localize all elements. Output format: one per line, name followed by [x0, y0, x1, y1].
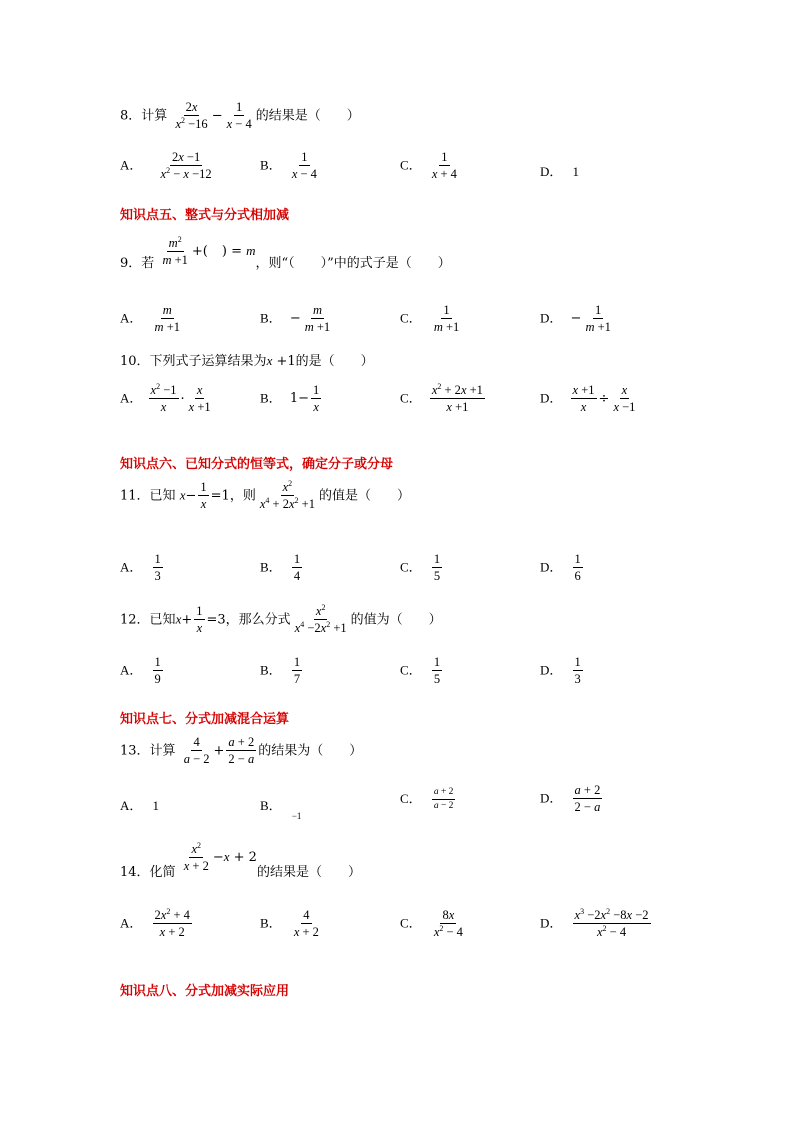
- math-fraction: $\frac{1}{3}$: [154, 552, 161, 584]
- math-fraction: $\frac{x}{x +1}$: [188, 383, 211, 415]
- math-fraction: $\frac{2x -1}{x^2 - x -12}$: [160, 150, 212, 182]
- option-d: D． $\frac{a + 2}{2 - a}$: [540, 783, 601, 815]
- option-d: D． − $\frac{1}{m +1}$: [540, 303, 611, 335]
- question-suffix: 的结果是（ ）: [255, 108, 360, 124]
- math-fraction: $\frac{1}{x - 4}$: [291, 150, 317, 182]
- option-b: B． $\frac{1}{7}$: [260, 655, 301, 687]
- math-fraction: $\frac{2x^2 + 4}{x + 2}$: [154, 906, 190, 940]
- option-c: C． $\frac{1}{5}$: [400, 655, 441, 687]
- option-a: A． $\frac{m}{m +1}$: [120, 303, 180, 335]
- math-fraction: $\frac{1}{7}$: [293, 655, 301, 687]
- option-c: C． $\frac{1}{m +1}$: [400, 303, 460, 335]
- option-b: B． 1− $\frac{1}{x}$: [260, 383, 320, 415]
- math-fraction: $\frac{1}{5}$: [433, 655, 441, 687]
- question-8: 8．计算 $\frac{2x}{x^2 -16}$ − $\frac{1}{x - 4}$ 的结果是（ ）: [120, 100, 360, 132]
- math-fraction: $\frac{1}{m +1}$: [433, 303, 460, 335]
- option-a: A． $\frac{2x^2 + 4}{x + 2}$: [120, 906, 190, 940]
- option-c: C． $\frac{8x}{x^2 - 4}$: [400, 908, 463, 940]
- question-9: 9．若 $\frac{m^2}{m +1}$ +( ) = m，则“（ ）”中的式子是（ ）: [120, 234, 451, 271]
- option-c: C． $\frac{1}{5}$: [400, 552, 441, 584]
- question-prefix: 计算: [141, 108, 168, 124]
- section-heading-7: 知识点七、分式加减混合运算: [120, 712, 290, 727]
- option-a: A． $\frac{2x -1}{x^2 - x -12}$: [120, 150, 212, 182]
- math-fraction: $\frac{1}{5}$: [433, 552, 441, 584]
- math-fraction: $\frac{x^2}{x + 2}$: [183, 840, 209, 873]
- option-b: B． $_{-1}$: [260, 798, 302, 821]
- option-a: A． $\frac{1}{3}$: [120, 552, 161, 584]
- math-fraction: $\frac{1}{9}$: [154, 655, 161, 687]
- math-fraction: $\frac{x^2 -1}{x}$: [150, 381, 177, 415]
- option-c: C． $\frac{x^2 + 2x +1}{x +1}$: [400, 381, 483, 415]
- math-fraction: $\frac{m^2}{m +1}$: [162, 234, 188, 267]
- question-13: 13．计算 $\frac{4}{a - 2}$ + $\frac{a + 2}{2 - a}$ 的结果为（ ）: [120, 735, 363, 767]
- math-fraction: $\frac{x^2}{x^4 + 2x^2 +1}$: [259, 478, 315, 512]
- option-c: C． $\frac{1}{x + 4}$: [400, 150, 457, 182]
- math-fraction: $\frac{1}{m +1}$: [585, 303, 611, 335]
- option-b: B． − $\frac{m}{m +1}$: [260, 303, 331, 335]
- math-fraction: $\frac{a + 2}{2 - a}$: [574, 783, 601, 815]
- math-fraction: $\frac{x}{x -1}$: [613, 383, 636, 415]
- section-heading-8: 知识点八、分式加减实际应用: [120, 984, 290, 999]
- math-fraction: $\frac{1}{4}$: [293, 552, 301, 584]
- math-fraction: $\frac{a + 2}{2 - a}$: [228, 735, 255, 767]
- option-d: D． $\frac{1}{6}$: [540, 552, 581, 584]
- section-heading-5: 知识点五、整式与分式相加减: [120, 208, 290, 223]
- section-heading-6: 知识点六、已知分式的恒等式，确定分子或分母: [120, 457, 394, 472]
- option-d: D． 1: [540, 164, 580, 179]
- math-fraction: $\frac{1}{3}$: [574, 655, 581, 687]
- option-d: D． $\frac{x^3 -2x^2 -8x -2}{x^2 - 4}$: [540, 906, 649, 940]
- math-fraction: $\frac{4}{a - 2}$: [183, 735, 210, 767]
- math-fraction: $\frac{1}{x}$: [200, 480, 207, 512]
- question-10: 10．下列式子运算结果为x +1的是（ ）: [120, 353, 374, 369]
- math-fraction: $\frac{1}{x}$: [312, 383, 320, 415]
- option-a: A． $\frac{1}{9}$: [120, 655, 161, 687]
- math-fraction: $\frac{m}{m +1}$: [304, 303, 331, 335]
- option-b: B． $\frac{1}{4}$: [260, 552, 301, 584]
- option-a: A． $\frac{x^2 -1}{x}$ · $\frac{x}{x +1}$: [120, 381, 211, 415]
- math-fraction: $\frac{x^2}{x^4 -2x^2 +1}$: [294, 602, 347, 636]
- option-b: B． $\frac{4}{x + 2}$: [260, 908, 319, 940]
- option-d: D． $\frac{1}{3}$: [540, 655, 581, 687]
- math-fraction: $\frac{m}{m +1}$: [154, 303, 180, 335]
- question-number: 8．: [120, 108, 142, 124]
- option-a: A． 1: [120, 798, 160, 813]
- option-d: D． $\frac{x +1}{x}$ ÷ $\frac{x}{x -1}$: [540, 383, 636, 415]
- math-fraction: $\frac{1}{x - 4}$: [226, 100, 252, 132]
- option-c: C． $\frac{a + 2}{a - 2}$: [400, 787, 454, 811]
- math-fraction: $\frac{2x}{x^2 -16}$: [175, 100, 208, 132]
- question-14: 14．化简 $\frac{x^2}{x + 2}$ −x + 2的结果是（ ）: [120, 840, 361, 880]
- question-12: 12．已知x+ $\frac{1}{x}$ =3，那么分式 $\frac{x^2}{x^4 -2x^2 +1}$ 的值为（ ）: [120, 602, 442, 636]
- math-fraction: $\frac{x +1}{x}$: [572, 383, 595, 415]
- math-fraction: $\frac{x^3 -2x^2 -8x -2}{x^2 - 4}$: [574, 906, 649, 940]
- math-fraction: $\frac{1}{x + 4}$: [431, 150, 457, 182]
- math-fraction: $\frac{1}{6}$: [574, 552, 581, 584]
- option-b: B． $\frac{1}{x - 4}$: [260, 150, 317, 182]
- question-11: 11．已知 x− $\frac{1}{x}$ =1，则 $\frac{x^2}{x^4 + 2x^2 +1}$ 的值是（ ）: [120, 478, 410, 512]
- math-fraction: $\frac{4}{x + 2}$: [293, 908, 319, 940]
- math-fraction: $\frac{a + 2}{a - 2}$: [433, 787, 454, 811]
- math-fraction: $\frac{8x}{x^2 - 4}$: [433, 908, 463, 940]
- math-fraction: $\frac{x^2 + 2x +1}{x +1}$: [431, 381, 483, 415]
- math-fraction: $\frac{1}{x}$: [196, 604, 203, 636]
